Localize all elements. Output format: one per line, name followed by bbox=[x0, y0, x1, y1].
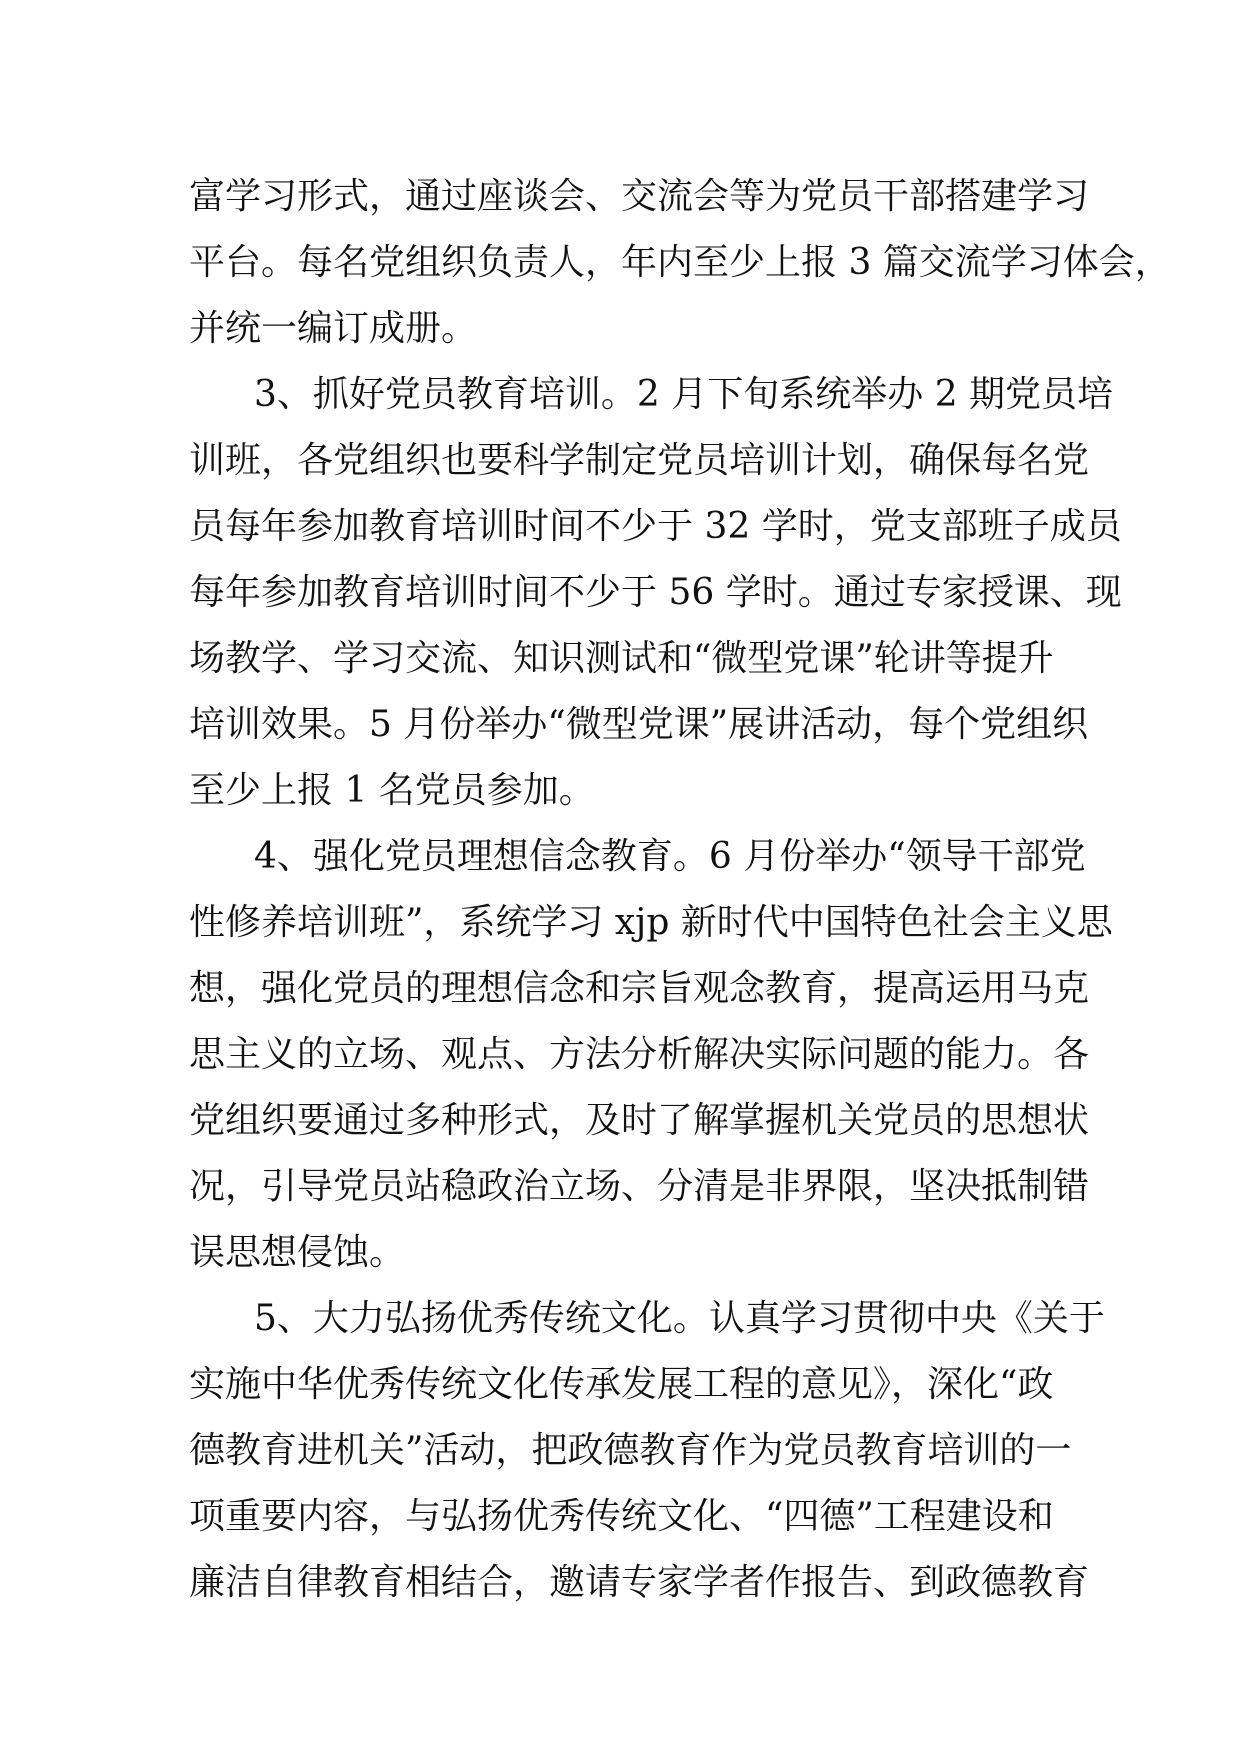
paragraph-line: 训班，各党组织也要科学制定党员培训计划，确保每名党 bbox=[189, 440, 1090, 481]
paragraph-item-3 bbox=[189, 362, 1122, 824]
document-body bbox=[189, 164, 1171, 1616]
paragraph-line: 廉洁自律教育相结合，邀请专家学者作报告、到政德教育 bbox=[189, 1562, 1090, 1603]
paragraph-item-4 bbox=[189, 824, 1113, 1286]
paragraph-line: 4、强化党员理想信念教育。6 月份举办“领导干部党 bbox=[254, 836, 1086, 877]
paragraph-line: 性修养培训班”，系统学习 xjp 新时代中国特色社会主义思 bbox=[189, 902, 1113, 943]
paragraph-line: 德教育进机关”活动，把政德教育作为党员教育培训的一 bbox=[189, 1430, 1072, 1471]
paragraph-line: 思主义的立场、观点、方法分析解决实际问题的能力。各 bbox=[189, 1034, 1090, 1075]
paragraph-line: 场教学、学习交流、知识测试和“微型党课”轮讲等提升 bbox=[189, 638, 1054, 679]
paragraph-line: 富学习形式，通过座谈会、交流会等为党员干部搭建学习 bbox=[189, 176, 1090, 217]
paragraph-line: 项重要内容，与弘扬优秀传统文化、“四德”工程建设和 bbox=[189, 1496, 1054, 1537]
paragraph-continuation bbox=[189, 164, 1171, 362]
paragraph-line: 党组织要通过多种形式，及时了解掌握机关党员的思想状 bbox=[189, 1100, 1090, 1141]
paragraph-line: 并统一编订成册。 bbox=[189, 308, 478, 349]
paragraph-line: 每年参加教育培训时间不少于 56 学时。通过专家授课、现 bbox=[189, 572, 1122, 613]
paragraph-line: 员每年参加教育培训时间不少于 32 学时，党支部班子成员 bbox=[189, 506, 1122, 547]
paragraph-line: 平台。每名党组织负责人，年内至少上报 3 篇交流学习体会， bbox=[189, 242, 1171, 283]
paragraph-line: 况，引导党员站稳政治立场、分清是非界限，坚决抵制错 bbox=[189, 1166, 1090, 1207]
paragraph-line: 至少上报 1 名党员参加。 bbox=[189, 770, 595, 811]
paragraph-line: 实施中华优秀传统文化传承发展工程的意见》，深化“政 bbox=[189, 1364, 1054, 1405]
paragraph-line: 误思想侵蚀。 bbox=[189, 1232, 406, 1273]
paragraph-line: 培训效果。5 月份举办“微型党课”展讲活动，每个党组织 bbox=[189, 704, 1089, 745]
paragraph-item-5 bbox=[189, 1286, 1105, 1616]
paragraph-line: 想，强化党员的理想信念和宗旨观念教育，提高运用马克 bbox=[189, 968, 1090, 1009]
paragraph-line: 3、抓好党员教育培训。2 月下旬系统举办 2 期党员培 bbox=[254, 374, 1114, 415]
paragraph-line: 5、大力弘扬优秀传统文化。认真学习贯彻中央《关于 bbox=[254, 1298, 1105, 1339]
